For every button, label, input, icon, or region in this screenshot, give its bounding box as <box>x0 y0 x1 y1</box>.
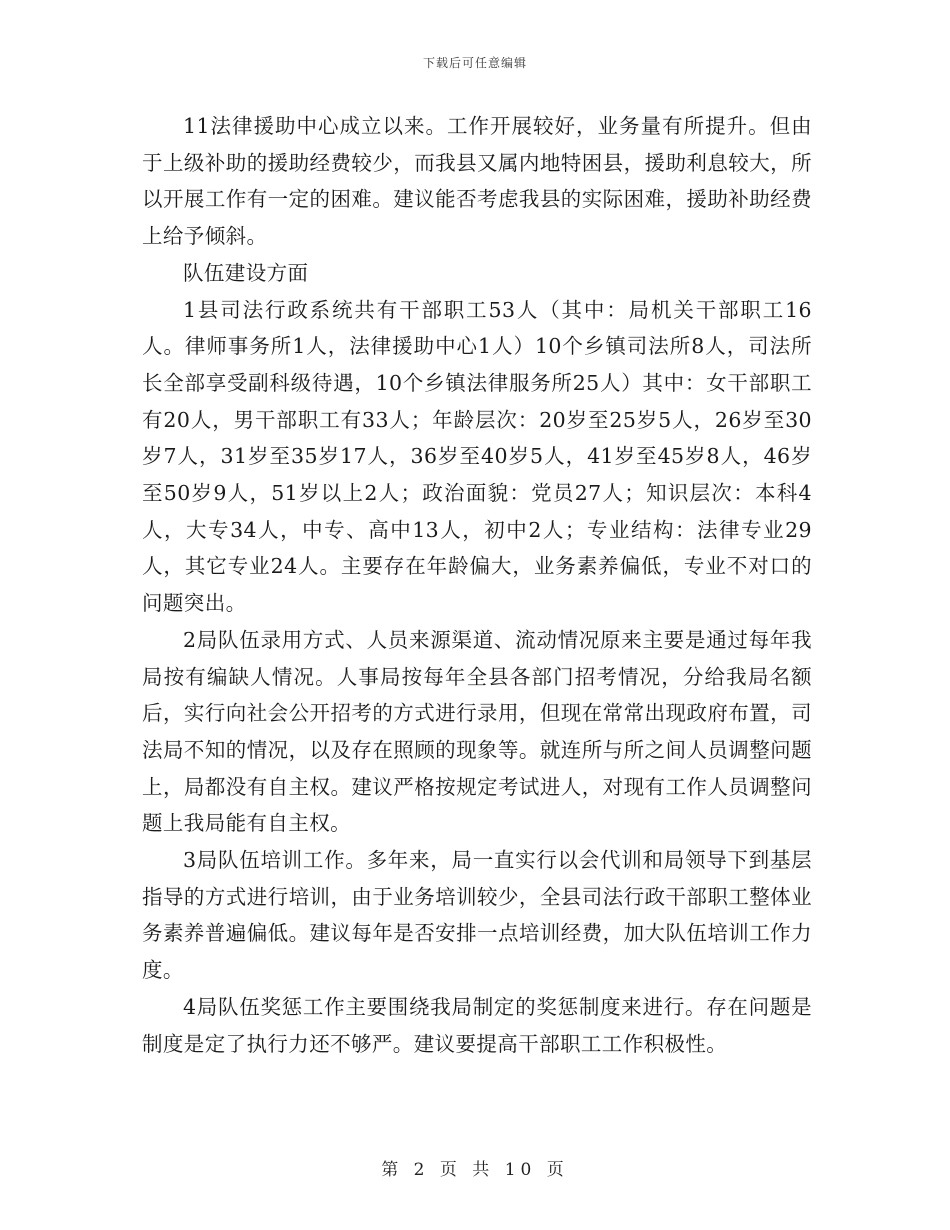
paragraph-training: 3局队伍培训工作。多年来，局一直实行以会代训和局领导下到基层指导的方式进行培训，由于业务培训较少，全县司法行政干部职工整体业务素养普遍偏低。建议每年是否安排一点培训经费，加大队伍培训工作力度。 <box>142 848 812 983</box>
paragraph-rewards-penalties: 4局队伍奖惩工作主要围绕我局制定的奖惩制度来进行。存在问题是制度是定了执行力还不够严。建议要提高干部职工工作积极性。 <box>142 994 812 1056</box>
paragraph-recruitment: 2局队伍录用方式、人员来源渠道、流动情况原来主要是通过每年我局按有编缺人情况。人事局按每年全县各部门招考情况，分给我局名额后，实行向社会公开招考的方式进行录用，但现在常常出现政府布置，司法局不知的情况，以及存在照顾的现象等。就连所与所之间人员调整问题上，局都没有自主权。建议严格按规定考试进人，对现有工作人员调整问题上我局能有自主权。 <box>142 627 812 836</box>
document-body <box>142 108 812 1062</box>
section-heading-team-building: 队伍建设方面 <box>183 260 309 285</box>
paragraph-legal-aid: 11法律援助中心成立以来。工作开展较好，业务量有所提升。但由于上级补助的援助经费较少，而我县又属内地特困县，援助利息较大，所以开展工作有一定的困难。建议能否考虑我县的实际困难，援助补助经费上给予倾斜。 <box>142 114 812 249</box>
paragraph-staff-composition: 1县司法行政系统共有干部职工53人（其中：局机关干部职工16人。律师事务所1人，法律援助中心1人）10个乡镇司法所8人，司法所长全部享受副科级待遇，10个乡镇法律服务所25人）其中：女干部职工有20人，男干部职工有33人；年龄层次：20岁至25岁5人，26岁至30岁7人，31岁至35岁17人，36岁至40岁5人，41岁至45岁8人，46岁至50岁9人，51岁以上2人；政治面貌：党员27人；知识层次：本科4人，大专34人，中专、高中13人，初中2人；专业结构：法律专业29人，其它专业24人。主要存在年龄偏大，业务素养偏低，专业不对口的问题突出。 <box>142 297 812 616</box>
page-footer-page-number: 第 2 页 共 10 页 <box>381 1160 569 1180</box>
page-header: 下载后可任意编辑 <box>422 56 527 70</box>
